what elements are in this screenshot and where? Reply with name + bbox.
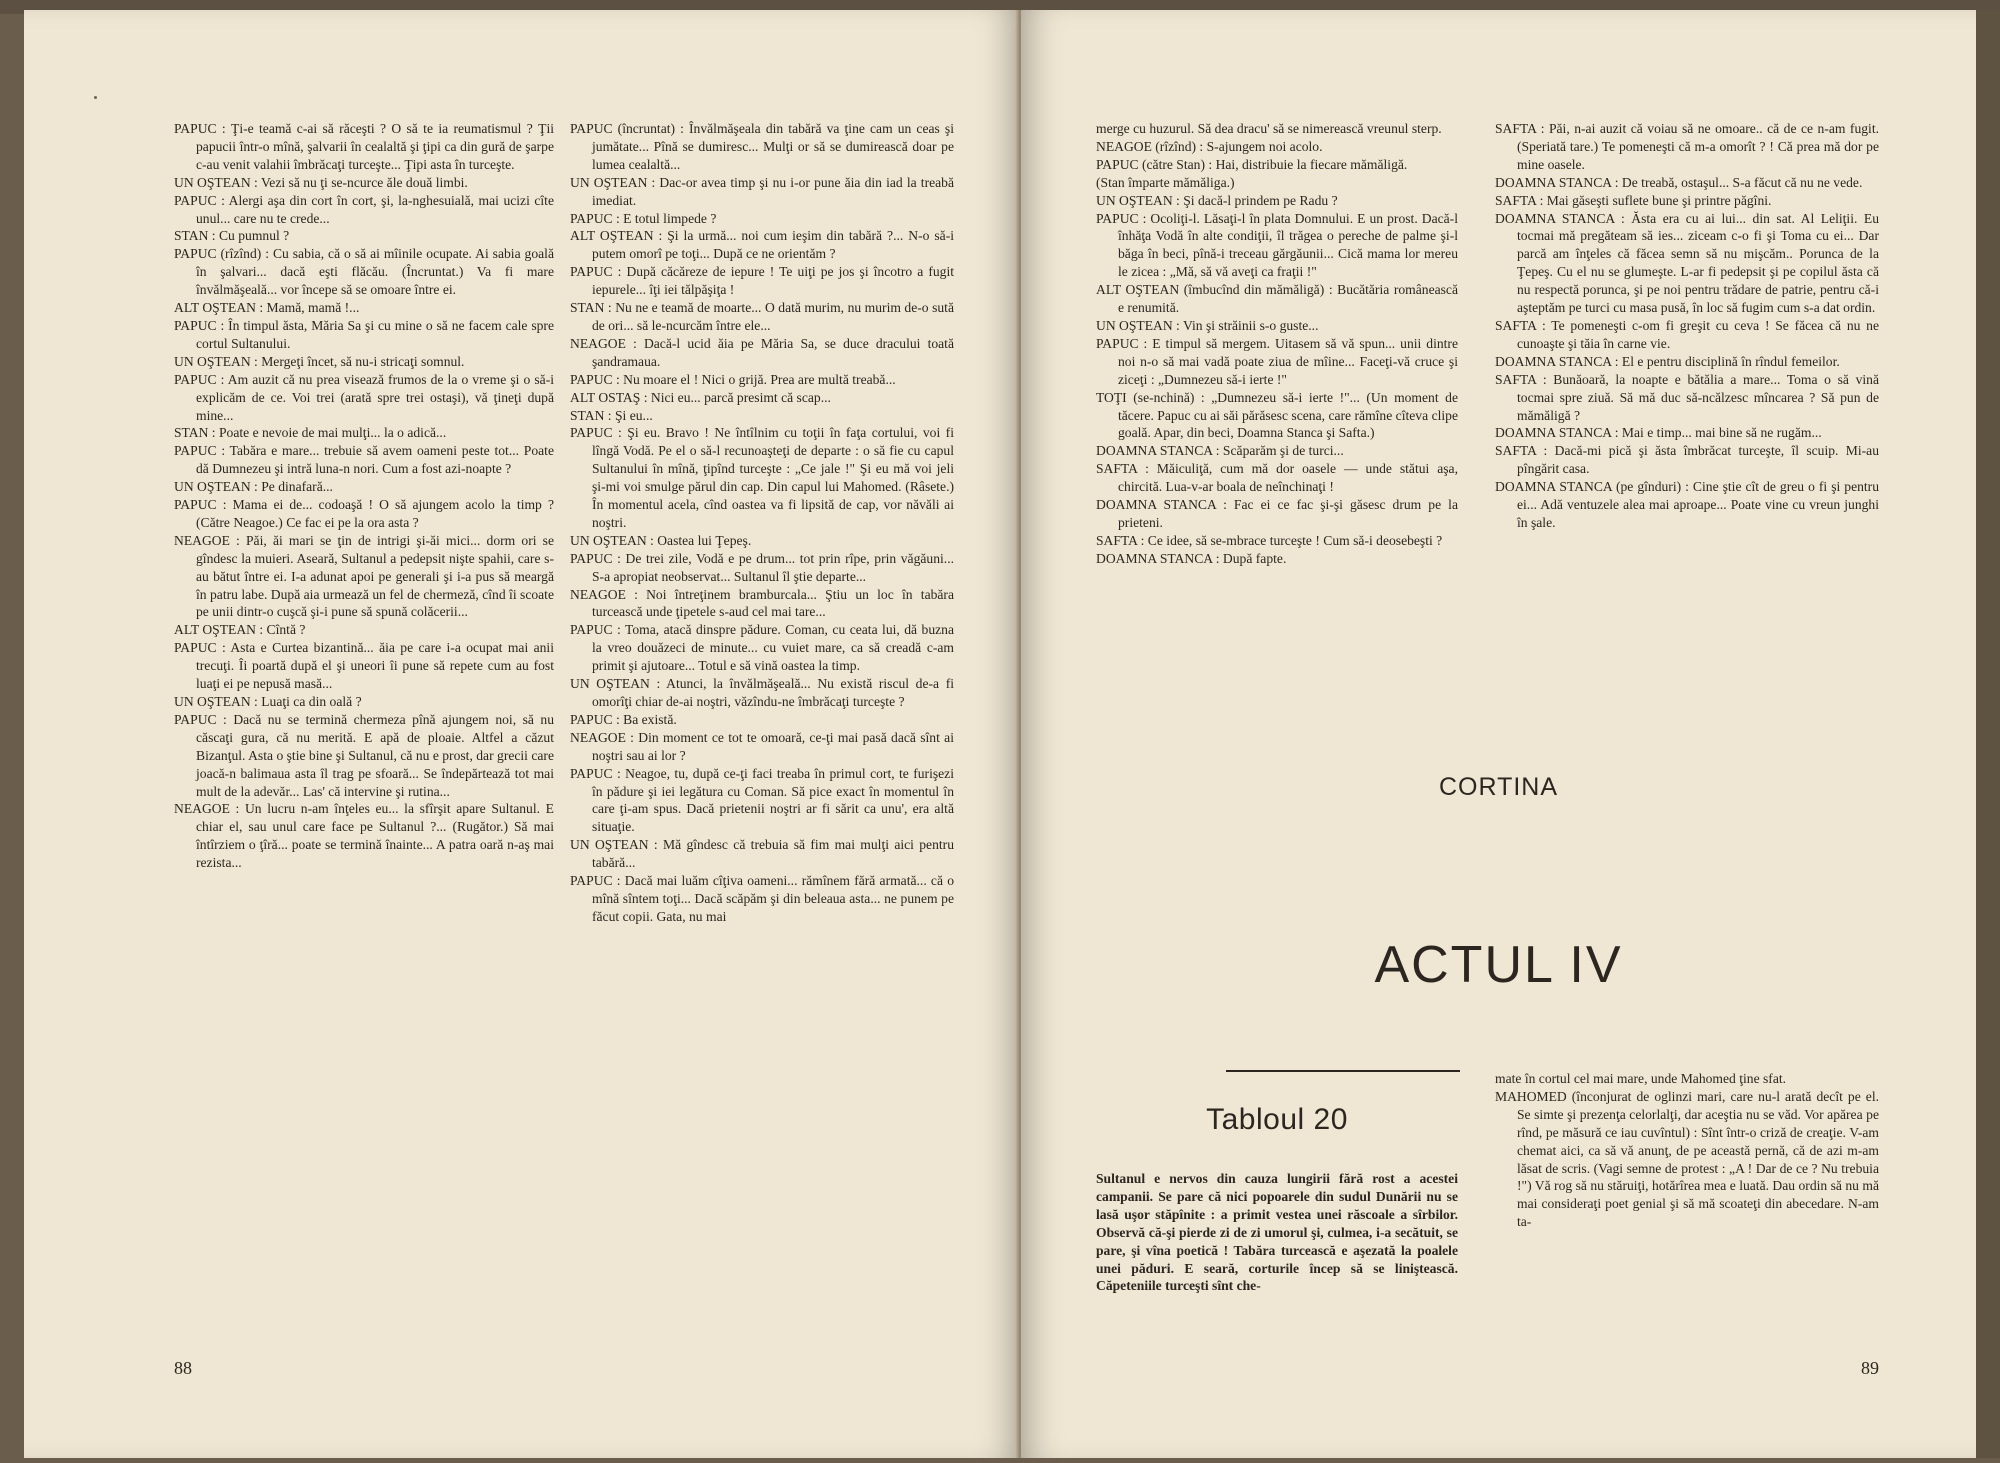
- right-column-1: [1096, 120, 1458, 568]
- dialogue-paragraph: PAPUC (încruntat) : Învălmăşeala din tabără va ţine cam un ceas şi jumătate... Pînă se dumiresc... Mulţi or să se dumirească doar pe lumea cealaltă...: [570, 121, 954, 172]
- dialogue-paragraph: PAPUC : Ba există.: [570, 711, 677, 727]
- dialogue-paragraph: ALT OSTAŞ : Nici eu... parcă presimt că scap...: [570, 389, 831, 405]
- cortina-heading: CORTINA: [1438, 773, 1559, 801]
- dialogue-paragraph: NEAGOE : Dacă-l ucid ăia pe Măria Sa, se duce dracului toată şandramaua.: [570, 335, 954, 369]
- dialogue-paragraph: NEAGOE : Păi, ăi mari se ţin de intrigi şi-ăi mici... dorm ori se gîndesc la muieri. Aseară, Sultanul a pedepsit nişte spahii, care s-au bătut între ei. I-a adunat apoi pe generali şi i-a pus să meargă în patru labe. După aia urmează un fel de chermeză, cînd îi scoate pe unii dintr-o cuşcă şi-i pune să spună colăcerii...: [174, 532, 554, 620]
- dialogue-paragraph: STAN : Poate e nevoie de mai mulţi... la o adică...: [174, 425, 447, 441]
- dialogue-paragraph: SAFTA : Dacă-mi pică şi ăsta îmbrăcat turceşte, îl scuip. Mi-au pîngărit casa.: [1495, 443, 1879, 477]
- dialogue-paragraph: PAPUC : Dacă mai luăm cîţiva oameni... rămînem fără armată... că o mînă sîntem toţi... Dacă scăpăm şi din beleaua asta... ne punem pe făcut copii. Gata, nu mai: [570, 873, 954, 924]
- left-page: [24, 10, 1019, 1458]
- dialogue-paragraph: MAHOMED (înconjurat de oglinzi mari, care nu-l arată decît pe el. Se simte şi prezenţa celorlalţi, dar aceştia nu se văd. Vor apărea pe rînd, pe măsură ce iau cuvîntul) : Sînt într-o criză de creaţie. V-am chemat aici, ca să vă anunţ, de pe această pernă, că de azi m-am lăsat de scris. (Vagi semne de protest : „A ! Dar de ce ? Nu trebuia !") Vă rog să nu stăruiţi, hotărîrea mea e luată. Dau ordin să nu mă mai consideraţi poet genial şi să mă scoateţi din abecedare. N-am ta-: [1495, 1088, 1879, 1230]
- act-title: ACTUL IV: [1374, 936, 1623, 994]
- tablou-title: Tabloul 20: [1206, 1103, 1348, 1136]
- dialogue-paragraph: SAFTA : Măiculiţă, cum mă dor oasele — unde stătui aşa, chircită. Lua-v-ar boala de neînchinaţi !: [1096, 461, 1458, 495]
- dialogue-paragraph: DOAMNA STANCA : El e pentru disciplină în rîndul femeilor.: [1495, 353, 1840, 369]
- dialogue-paragraph: PAPUC (rîzînd) : Cu sabia, că o să ai mîinile ocupate. Ai sabia goală în şalvari... dacă eşti flăcău. (Încruntat.) Va fi mare învălmăşeală... vor începe să se omoare între ei.: [174, 246, 554, 298]
- right-page: [1021, 10, 1976, 1458]
- dialogue-paragraph: SAFTA : Ce idee, să se-mbrace turceşte ! Cum să-i deosebeşti ?: [1096, 532, 1443, 548]
- dialogue-paragraph: merge cu huzurul. Să dea dracu' să se nimerească vreunul sterp.: [1096, 121, 1442, 136]
- dialogue-paragraph: ALT OŞTEAN (îmbucînd din mămăligă) : Bucătăria românească e renumită.: [1096, 282, 1458, 316]
- dialogue-paragraph: PAPUC (către Stan) : Hai, distribuie la fiecare mămăligă.: [1096, 156, 1408, 172]
- tablou-column-2: [1495, 1070, 1879, 1231]
- left-column-2: [570, 120, 954, 926]
- dialogue-paragraph: PAPUC : După căcăreze de iepure ! Te uiţi pe jos şi încotro a fugit iepurele... îţi iei tălpăşiţa !: [570, 264, 954, 298]
- dialogue-paragraph: PAPUC : Nu moare el ! Nici o grijă. Prea are multă treabă...: [570, 371, 896, 387]
- dialogue-paragraph: UN OŞTEAN : Mergeţi încet, să nu-i stricaţi somnul.: [174, 353, 465, 369]
- print-speck: [94, 96, 97, 99]
- tablou-text: Sultanul e nervos din cauza lungirii fără rost a acestei campanii. Se pare că nici popoarele din sudul Dunării nu se lasă uşor stăpînite : a primit vestea unei răscoale a sîrbilor. Observă că-şi pierde zi de zi umorul şi, culmea, i-a secătuit, se pare, şi vîna poetică ! Tabăra turcească e aşezată la poalele unei păduri. E seară, corturile încep să se liniştească. Căpeteniile turceşti sînt che-: [1096, 1171, 1458, 1294]
- dialogue-paragraph: NEAGOE : Noi întreţinem bramburcala... Ştiu un loc în tabăra turcească unde ţipetele s-aud cel mai tare...: [570, 586, 954, 620]
- dialogue-paragraph: PAPUC : În timpul ăsta, Măria Sa şi cu mine o să ne facem cale spre cortul Sultanului.: [174, 317, 554, 351]
- page-number-left: 88: [174, 1358, 192, 1378]
- dialogue-paragraph: SAFTA : Păi, n-ai auzit că voiau să ne omoare.. că de ce n-am fugit. (Speriată tare.) Te pomeneşti că m-a omorît ? ! Că prea mă dor pe mine oasele.: [1495, 121, 1879, 172]
- dialogue-paragraph: DOAMNA STANCA : După fapte.: [1096, 550, 1287, 566]
- dialogue-paragraph: PAPUC : E timpul să mergem. Uitasem să vă spun... unii dintre noi n-o să mai vadă poate ziua de mîine... Faceţi-vă cruce şi ziceţi : „Dumnezeu să-i ierte !": [1096, 335, 1458, 387]
- dialogue-paragraph: STAN : Nu ne e teamă de moarte... O dată murim, nu murim de-o sută de ori... să le-ncurcăm între ele...: [570, 300, 954, 333]
- dialogue-paragraph: NEAGOE : Din moment ce tot te omoară, ce-ţi mai pasă dacă sînt ai noştri sau ai lor ?: [570, 729, 954, 763]
- dialogue-paragraph: PAPUC : Dacă nu se termină chermeza pînă ajungem noi, să nu căscaţi gura, că nu merită. E apă de ploaie. Altfel a căzut Bizanţul. Asta o ştie bine şi Sultanul, că nu e prost, dar grecii care joacă-n balimaua asta îl trag pe sfoară... Se îndepărtează tot mai mult de la adevăr... Las' că intervine şi rutina...: [174, 711, 554, 799]
- dialogue-paragraph: UN OŞTEAN : Şi dacă-l prindem pe Radu ?: [1096, 192, 1338, 208]
- dialogue-paragraph: PAPUC : Tabăra e mare... trebuie să avem oameni peste tot... Poate dă Dumnezeu şi intră luna-n nori. Cum a fost azi-noapte ?: [174, 443, 554, 477]
- dialogue-paragraph: DOAMNA STANCA : Mai e timp... mai bine să ne rugăm...: [1495, 425, 1822, 441]
- dialogue-paragraph: NEAGOE (rîzînd) : S-ajungem noi acolo.: [1096, 138, 1323, 154]
- dialogue-paragraph: SAFTA : Mai găseşti suflete bune şi printre păgîni.: [1495, 192, 1772, 208]
- dialogue-paragraph: DOAMNA STANCA : Scăparăm şi de turci...: [1096, 443, 1344, 459]
- dialogue-paragraph: PAPUC : E totul limpede ?: [570, 210, 717, 226]
- dialogue-paragraph: PAPUC : Mama ei de... codoaşă ! O să ajungem acolo la timp ? (Către Neagoe.) Ce fac ei pe la ora asta ?: [174, 497, 554, 530]
- dialogue-paragraph: UN OŞTEAN : Vezi să nu ţi se-ncurce ăle două limbi.: [174, 174, 468, 190]
- dialogue-paragraph: UN OŞTEAN : Dac-or avea timp şi nu i-or pune ăia din iad la treabă imediat.: [570, 174, 954, 208]
- dialogue-paragraph: STAN : Şi eu...: [570, 407, 653, 423]
- dialogue-paragraph: DOAMNA STANCA : Ăsta era cu ai lui... din sat. Al Leliţii. Eu tocmai mă pregăteam să ies... ziceam c-o fi şi Toma cu ei... Dar parcă am înţeles că făcea semn să nu mişcăm.. Porunca de la Ţepeş. Cu el nu se glumeşte. L-ar fi pedepsit şi pe copilul ăsta că nu respectă porunca, şi pe noi pentru trădare de patrie, pentru că-i aşteptăm pe turci cu masa pusă, în loc să fugim cum s-a dat ordin.: [1495, 210, 1879, 316]
- dialogue-paragraph: TOŢI (se-nchină) : „Dumnezeu să-i ierte !"... (Un moment de tăcere. Papuc cu ai săi părăsesc scena, care rămîne cîteva clipe goală. Apar, din beci, Doamna Stanca şi Safta.): [1096, 389, 1458, 441]
- left-column-1: [174, 120, 554, 872]
- dialogue-paragraph: PAPUC : Am auzit că nu prea visează frumos de la o vreme şi o să-i explicăm de ce. Voi trei (arată spre trei ostaşi), vă ţineţi după mine...: [174, 371, 554, 423]
- book-right-edge: [1976, 10, 2000, 1458]
- dialogue-paragraph: UN OŞTEAN : Oastea lui Ţepeş.: [570, 532, 752, 548]
- dialogue-paragraph: PAPUC : Asta e Curtea bizantină... ăia pe care i-a ocupat mai anii trecuţi. Îi poartă după el şi uneori îi pune să repete cum au fost luaţi ei pe nepusă masă...: [174, 640, 554, 692]
- dialogue-paragraph: PAPUC : Ocoliţi-l. Lăsaţi-l în plata Domnului. E un prost. Dacă-l înhăţa Vodă în alte condiţii, îl trăgea o pereche de palme şi-l băga în beci, pînă-i treceau gărgăunii... Cică mama lor mereu le zicea : „Mă, să vă aveţi ca fraţii !": [1096, 210, 1458, 280]
- dialogue-paragraph: STAN : Cu pumnul ?: [174, 228, 290, 244]
- tablou-description: [1096, 1170, 1458, 1295]
- dialogue-paragraph: DOAMNA STANCA : Fac ei ce fac şi-şi găsesc drum pe la prieteni.: [1096, 497, 1458, 530]
- dialogue-paragraph: UN OŞTEAN : Vin şi străinii s-o guste...: [1096, 317, 1319, 333]
- dialogue-paragraph: ALT OŞTEAN : Cîntă ?: [174, 622, 306, 638]
- dialogue-paragraph: NEAGOE : Un lucru n-am înţeles eu... la sfîrşit apare Sultanul. E chiar el, sau unul care face pe Sultanul ?... (Rugător.) Să mai întîrziem o ţîră... poate se termină înainte... A patra oară n-aş mai rezista...: [174, 801, 554, 871]
- page-number-right: 89: [1861, 1358, 1879, 1378]
- dialogue-paragraph: DOAMNA STANCA : De treabă, ostaşul... S-a făcut că nu ne vede.: [1495, 174, 1863, 190]
- dialogue-paragraph: PAPUC : Ţi-e teamă c-ai să răceşti ? O să te ia reumatismul ? Ţii papucii într-o mînă, şalvarii în cealaltă şi ţipi ca din gură de şarpe c-au venit valahii îmbrăcaţi turceşte... Ţipi asta în turceşte.: [174, 121, 554, 172]
- dialogue-paragraph: (Stan împarte mămăliga.): [1096, 174, 1235, 190]
- title-rule: [1226, 1070, 1460, 1072]
- dialogue-paragraph: UN OŞTEAN : Mă gîndesc că trebuia să fim mai mulţi aici pentru tabără...: [570, 837, 954, 871]
- dialogue-paragraph: PAPUC : Neagoe, tu, după ce-ţi faci treaba în primul cort, te furişezi în pădure şi iei legătura cu Coman. Să pice exact în momentul în care ţi-am spus. Dacă prietenii noştri ar fi sărit ca unu', era altă situaţie.: [570, 765, 954, 835]
- dialogue-paragraph: PAPUC : De trei zile, Vodă e pe drum... tot prin rîpe, prin văgăuni... S-a apropiat neobservat... Sultanul îl ştie departe...: [570, 550, 954, 584]
- dialogue-paragraph: SAFTA : Bunăoară, la noapte e bătălia a mare... Toma o să vină tocmai spre ziuă. Să mă duc să-ncălzesc mîncarea ? Să pun de mămăligă ?: [1495, 371, 1879, 423]
- right-column-2: [1495, 120, 1879, 532]
- dialogue-paragraph: UN OŞTEAN : Atunci, la învălmăşeală... Nu există riscul de-a fi omorîţi chiar de-ai noştri, văzîndu-ne îmbrăcaţi turceşte ?: [570, 676, 954, 709]
- dialogue-paragraph: DOAMNA STANCA (pe gînduri) : Cine ştie cît de greu o fi şi pentru ei... Adă ventuzele alea mai aproape... Poate vine cu vreun junghi în şale.: [1495, 479, 1879, 530]
- dialogue-paragraph: ALT OŞTEAN : Şi la urmă... noi cum ieşim din tabără ?... N-o să-i putem omorî pe toţi... După ce ne orientăm ?: [570, 228, 954, 262]
- dialogue-paragraph: mate în cortul cel mai mare, unde Mahomed ţine sfat.: [1495, 1071, 1787, 1086]
- dialogue-paragraph: PAPUC : Şi eu. Bravo ! Ne întîlnim cu toţii în faţa cortului, voi fi lîngă Vodă. Pe el o să-l recunoaşteţi de departe : o să fie cu capul Sultanului în mînă, ţipînd turceşte : „Ce jale !" Şi eu mă voi jeli şi-mi voi smulge părul din cap. Din capul lui Mahomed. (Râsete.) În momentul acela, cînd oastea va fi lipsită de cap, vor năvăli ai noştri.: [570, 425, 954, 530]
- dialogue-paragraph: PAPUC : Alergi aşa din cort în cort, şi, la-nghesuială, mai ucizi cîte unul... care nu te crede...: [174, 192, 554, 226]
- dialogue-paragraph: ALT OŞTEAN : Mamă, mamă !...: [174, 300, 360, 316]
- dialogue-paragraph: UN OŞTEAN : Pe dinafară...: [174, 479, 333, 495]
- dialogue-paragraph: SAFTA : Te pomeneşti c-om fi greşit cu ceva ! Se făcea că nu ne cunoaşte şi tăia în carne vie.: [1495, 317, 1879, 351]
- dialogue-paragraph: UN OŞTEAN : Luaţi ca din oală ?: [174, 694, 362, 709]
- dialogue-paragraph: PAPUC : Toma, atacă dinspre pădure. Coman, cu ceata lui, dă buzna la vreo douăzeci de minute... cu vuiet mare, ca să creadă c-am primit şi ajutoare... Totul e să vină oastea la timp.: [570, 622, 954, 674]
